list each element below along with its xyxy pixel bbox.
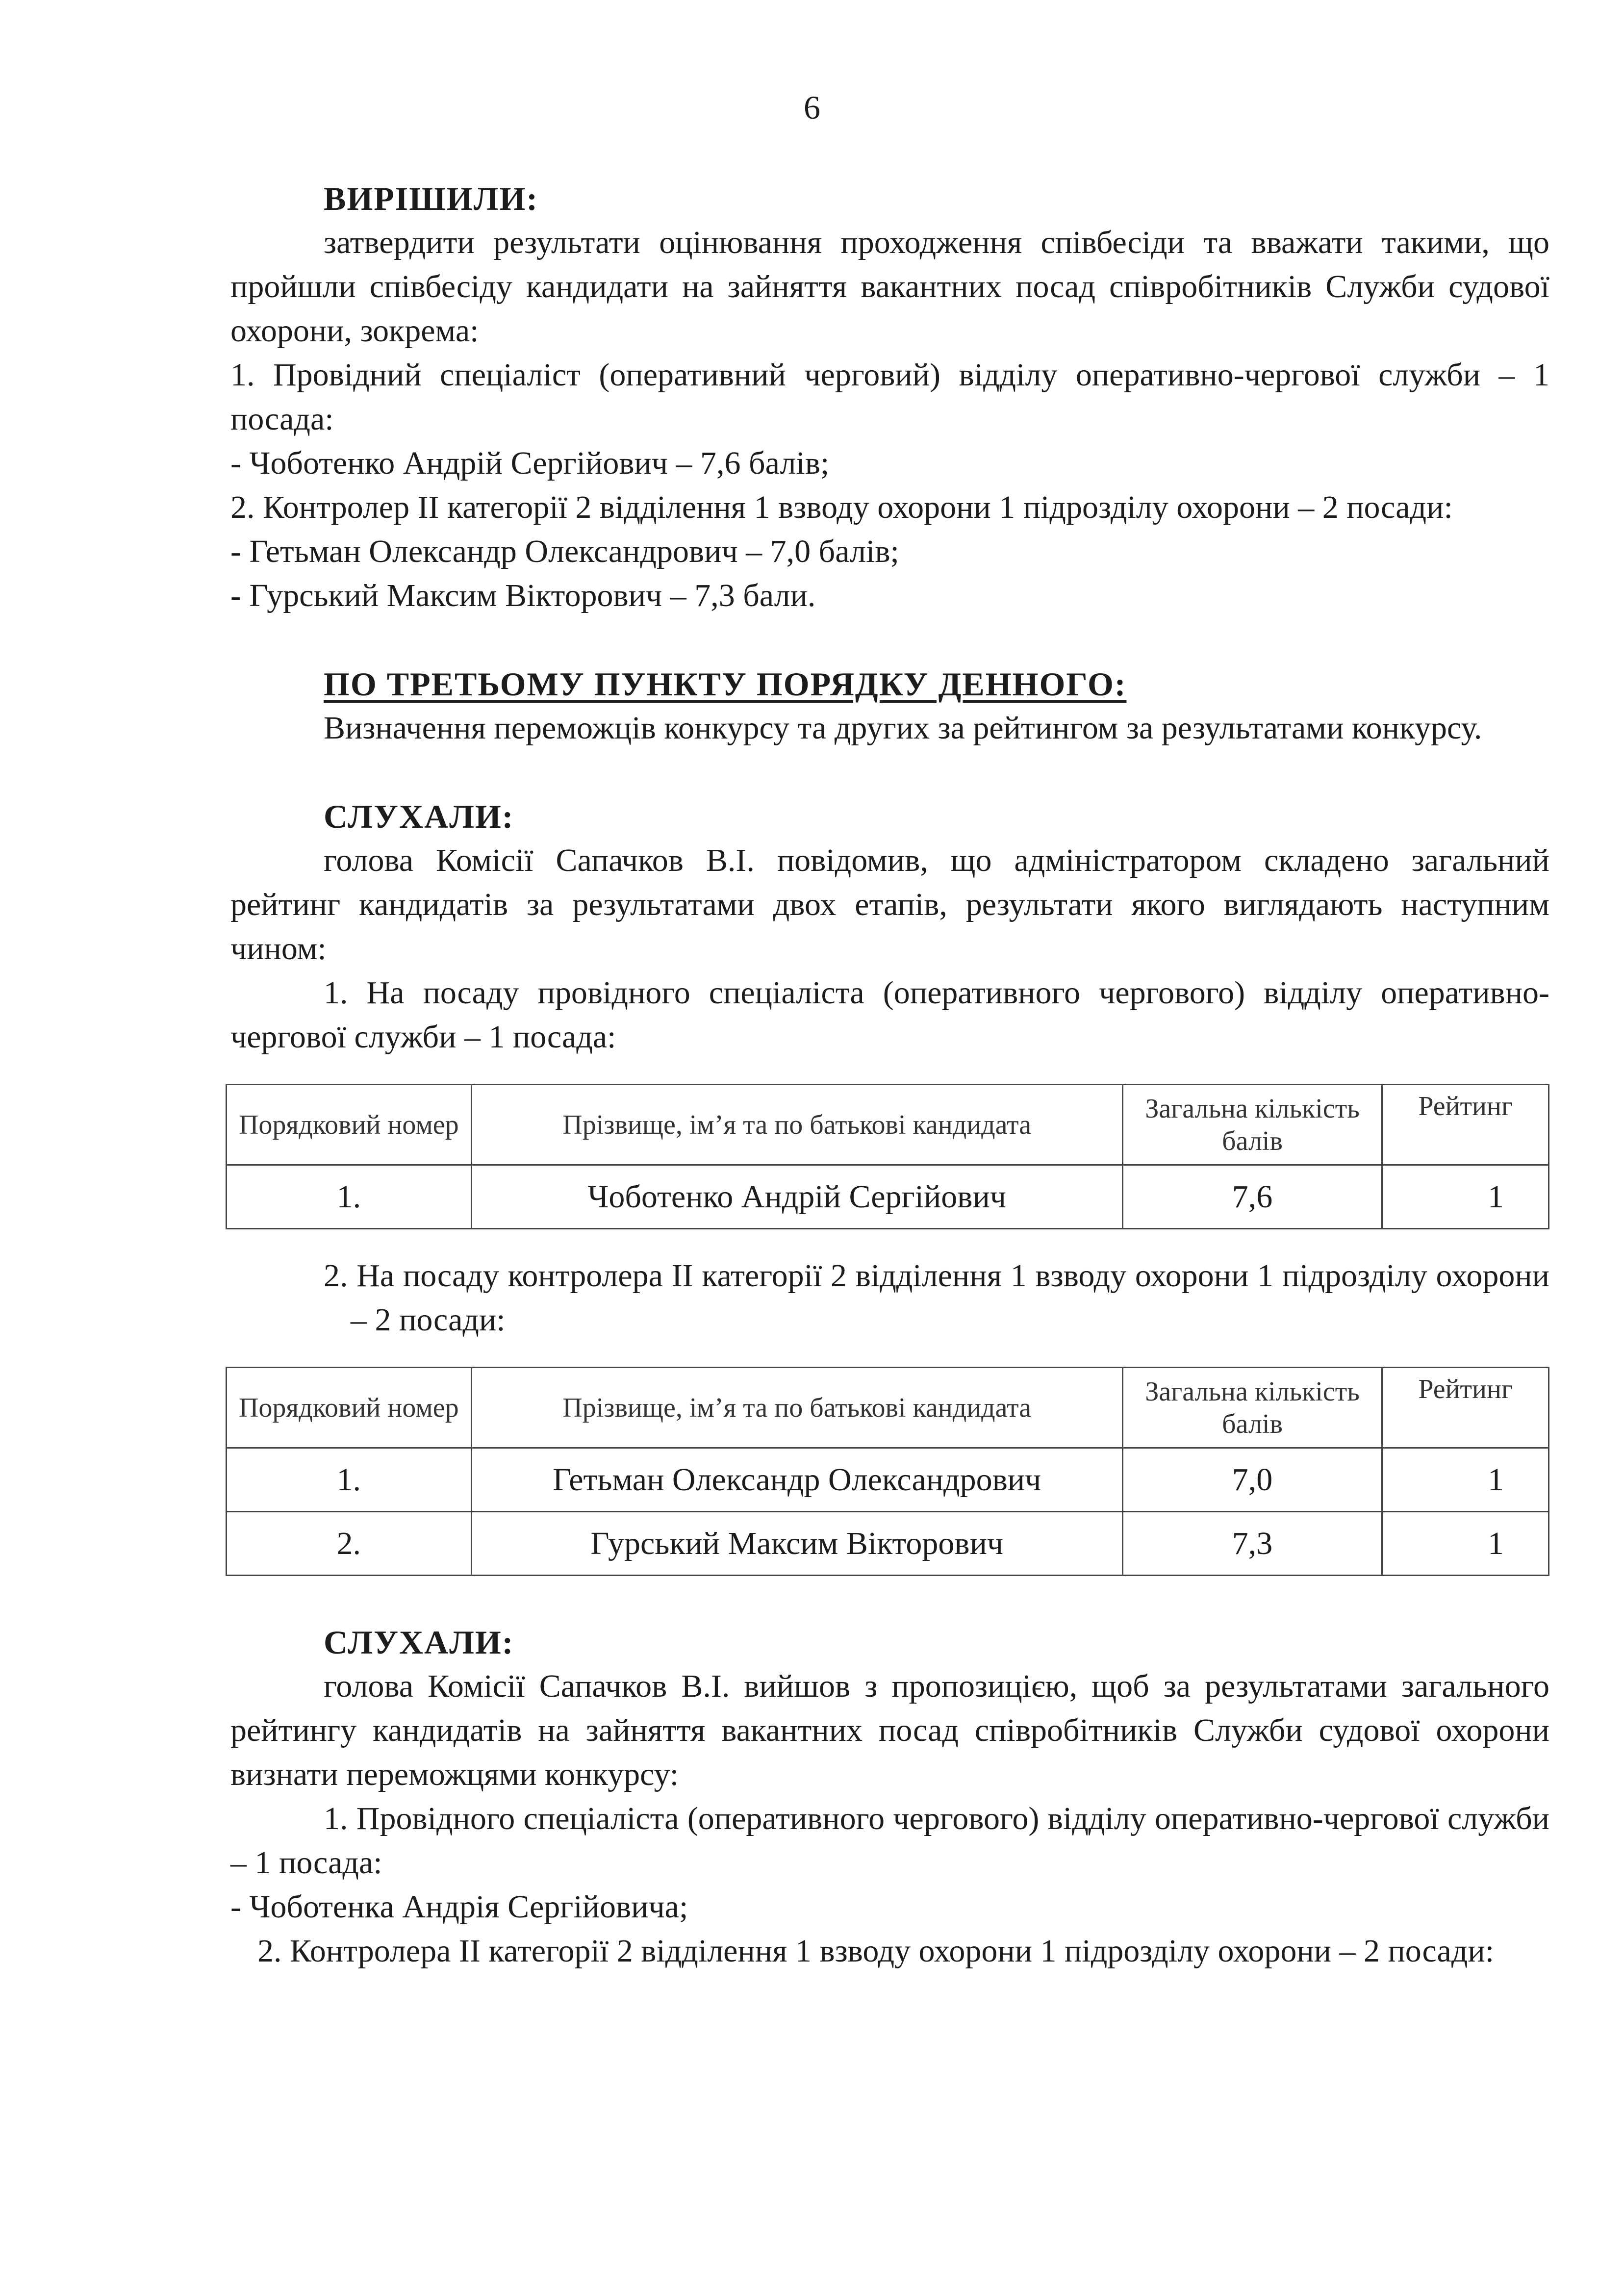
proposal-item-2: 2. Контролера ІІ категорії 2 відділення 1 взводу охорони 1 підрозділу охорони – 2 посади: (257, 1933, 1495, 1969)
header-name: Прізвище, ім’я та по батькові кандидата (471, 1085, 1122, 1165)
decided-heading: ВИРІШИЛИ: (324, 180, 539, 217)
agenda-item-3-text: Визначення переможців конкурсу та других за рейтингом за результатами конкурсу. (324, 710, 1482, 746)
decided-item-1-person: - Чоботенко Андрій Сергійович – 7,6 балів; (230, 445, 830, 481)
rating-table-2 (226, 1367, 1549, 1576)
cell-name: Гурський Максим Вікторович (471, 1512, 1122, 1576)
header-name: Прізвище, ім’я та по батькові кандидата (471, 1368, 1122, 1448)
cell-number: 2. (227, 1512, 472, 1576)
cell-score: 7,3 (1122, 1512, 1382, 1576)
page-number: 6 (804, 89, 820, 126)
table-header-row (227, 1085, 1549, 1165)
table-row (227, 1512, 1549, 1576)
rating-table-1 (226, 1084, 1549, 1229)
header-number: Порядковий номер (227, 1368, 472, 1448)
table-row (227, 1165, 1549, 1229)
proposal-item-1: 1. Провідного спеціаліста (оперативного чергового) відділу оперативно-чергової служби – 1 посада: (230, 1801, 1549, 1881)
cell-name: Гетьман Олександр Олександрович (471, 1448, 1122, 1512)
cell-number: 1. (227, 1165, 472, 1229)
header-number: Порядковий номер (227, 1085, 472, 1165)
heard-item-1: 1. На посаду провідного спеціаліста (оперативного чергового) відділу оперативно-чергової служби – 1 посада: (230, 975, 1549, 1055)
table-header-row (227, 1368, 1549, 1448)
header-score: Загальна кількість балів (1122, 1368, 1382, 1448)
cell-name: Чоботенко Андрій Сергійович (471, 1165, 1122, 1229)
cell-score: 7,6 (1122, 1165, 1382, 1229)
cell-score: 7,0 (1122, 1448, 1382, 1512)
header-rating: Рейтинг (1382, 1085, 1549, 1165)
heard-text-1: голова Комісії Сапачков В.І. повідомив, що адміністратором складено загальний рейтинг кандидатів за результатами двох етапів, результати якого виглядають наступним чином: (230, 842, 1549, 967)
cell-rank: 1 (1382, 1512, 1549, 1576)
decided-item-1: 1. Провідний спеціаліст (оперативний черговий) відділу оперативно-чергової служби – 1 посада: (230, 357, 1549, 437)
cell-rank: 1 (1382, 1448, 1549, 1512)
heard-item-2: 2. На посаду контролера ІІ категорії 2 відділення 1 взводу охорони 1 підрозділу охорони – 2 посади: (324, 1258, 1549, 1338)
decided-item-2-person-2: - Гурський Максим Вікторович – 7,3 бали. (230, 578, 816, 613)
header-rating: Рейтинг (1382, 1368, 1549, 1448)
decided-item-2: 2. Контролер ІІ категорії 2 відділення 1 взводу охорони 1 підрозділу охорони – 2 посади: (230, 489, 1453, 525)
proposal-item-1-person: - Чоботенка Андрія Сергійовича; (230, 1889, 688, 1925)
table-row (227, 1448, 1549, 1512)
cell-rank: 1 (1382, 1165, 1549, 1229)
heard-heading-1: СЛУХАЛИ: (324, 798, 514, 835)
heard-heading-2: СЛУХАЛИ: (324, 1624, 514, 1661)
document-body (230, 177, 1549, 1973)
decided-item-2-person-1: - Гетьман Олександр Олександрович – 7,0 балів; (230, 534, 899, 569)
header-score: Загальна кількість балів (1122, 1085, 1382, 1165)
cell-number: 1. (227, 1448, 472, 1512)
agenda-item-3-heading: ПО ТРЕТЬОМУ ПУНКТУ ПОРЯДКУ ДЕННОГО: (324, 665, 1127, 703)
decided-intro: затвердити результати оцінювання проходження співбесіди та вважати такими, що пройшли співбесіду кандидати на зайняття вакантних посад співробітників Служби судової охорони, зокрема: (230, 225, 1549, 349)
heard-text-2: голова Комісії Сапачков В.І. вийшов з пропозицією, щоб за результатами загального рейтингу кандидатів на зайняття вакантних посад співробітників Служби судової охорони визнати переможцями конкурсу: (230, 1668, 1549, 1792)
